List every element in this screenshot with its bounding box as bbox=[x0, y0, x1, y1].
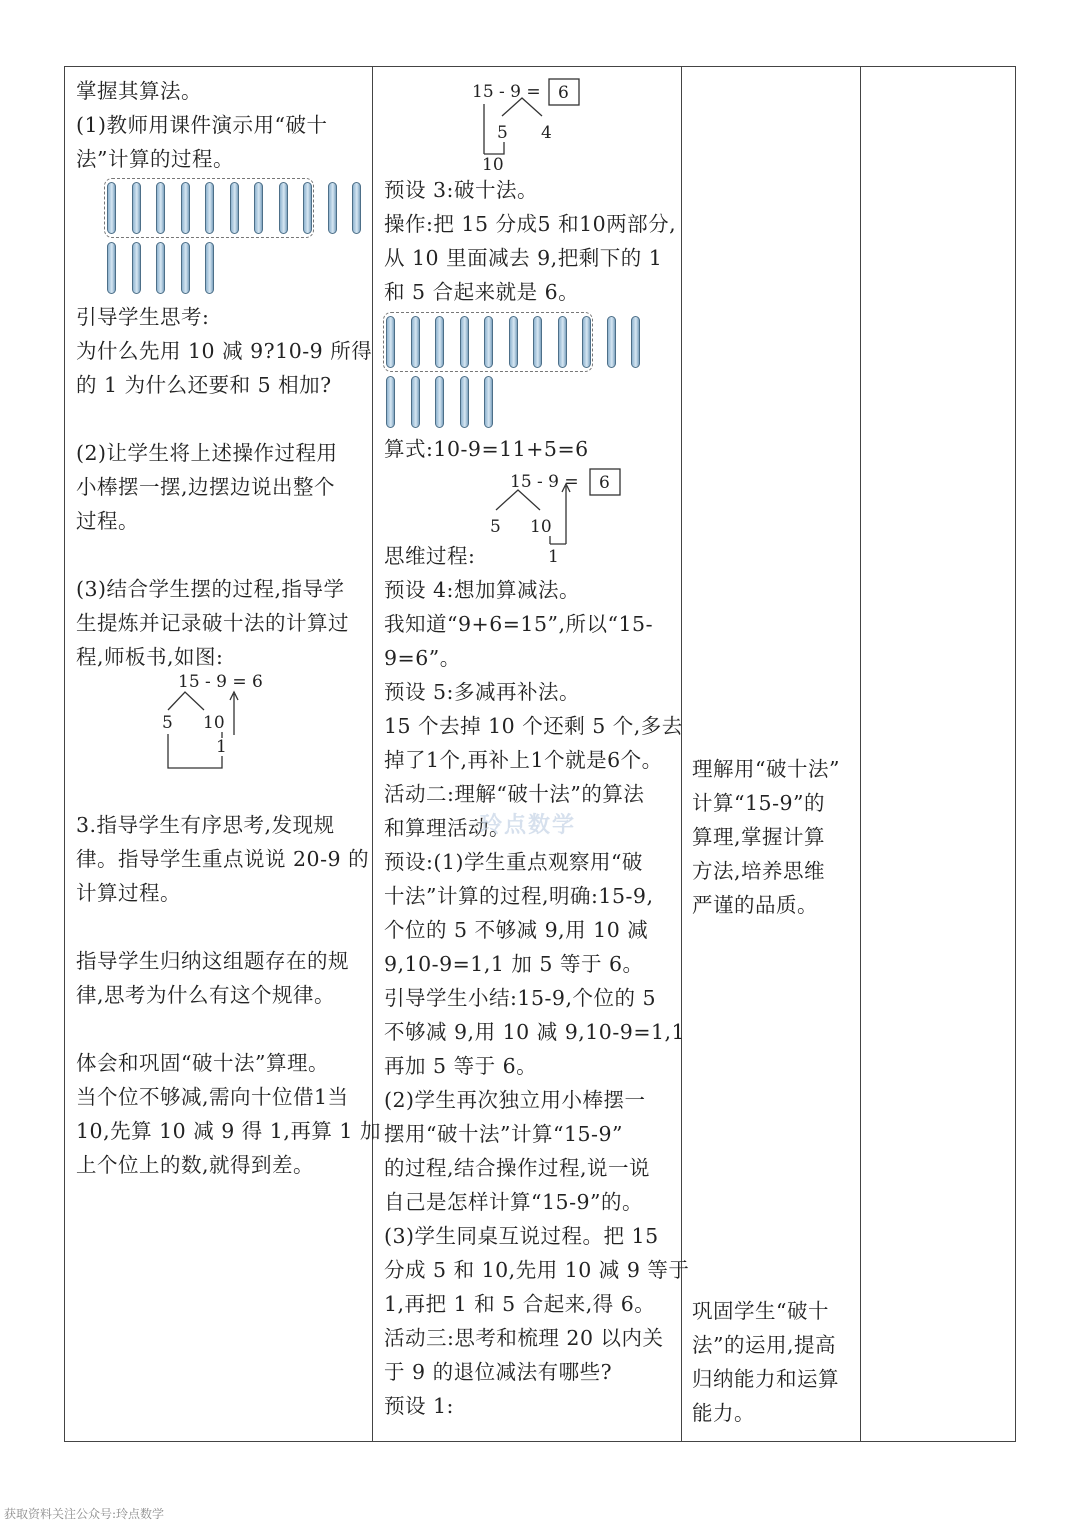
col2-line: 引导学生小结:15-9,个位的 5 bbox=[384, 986, 657, 1010]
diagram-part-5: 5 bbox=[497, 123, 508, 143]
diagram-result-1: 1 bbox=[216, 737, 227, 757]
col1-line: 法”计算的过程。 bbox=[76, 147, 234, 171]
counting-stick bbox=[411, 376, 420, 428]
counting-stick bbox=[607, 316, 616, 368]
diagram-part-10: 10 bbox=[530, 517, 552, 537]
col3-line: 巩固学生“破十 bbox=[692, 1299, 829, 1323]
counting-sticks-illustration bbox=[383, 312, 623, 432]
break-ten-diagram-2 bbox=[488, 466, 628, 570]
column-divider bbox=[860, 67, 861, 1441]
counting-stick bbox=[205, 242, 214, 294]
col2-line: 操作:把 15 分成5 和10两部分, bbox=[384, 212, 677, 236]
col1-line: 计算过程。 bbox=[76, 881, 181, 905]
diagram-result-1: 1 bbox=[548, 547, 559, 567]
col1-line: 掌握其算法。 bbox=[76, 79, 202, 103]
col1-line: 生提炼并记录破十法的计算过 bbox=[76, 611, 349, 635]
col1-line: (1)教师用课件演示用“破十 bbox=[76, 113, 328, 137]
counting-stick bbox=[435, 316, 444, 368]
counting-stick bbox=[181, 242, 190, 294]
counting-stick bbox=[205, 182, 214, 234]
col2-line: 预设 4:想加算减法。 bbox=[384, 578, 580, 602]
counting-stick bbox=[411, 316, 420, 368]
col1-line: 为什么先用 10 减 9?10-9 所得 bbox=[76, 339, 373, 363]
counting-stick bbox=[484, 316, 493, 368]
counting-stick bbox=[132, 242, 141, 294]
counting-stick bbox=[107, 182, 116, 234]
break-ten-diagram-1 bbox=[470, 76, 600, 180]
diagram-expression: 15 - 9 = bbox=[472, 82, 541, 102]
col2-line: 掉了1个,再补上1个就是6个。 bbox=[384, 748, 663, 772]
col1-line: (2)让学生将上述操作过程用 bbox=[76, 441, 338, 465]
counting-stick bbox=[254, 182, 263, 234]
col3-line: 计算“15-9”的 bbox=[692, 791, 826, 815]
col2-line: 于 9 的退位减法有哪些? bbox=[384, 1360, 613, 1384]
col2-line: 9,10-9=1,1 加 5 等于 6。 bbox=[384, 952, 644, 976]
counting-stick bbox=[107, 242, 116, 294]
counting-stick bbox=[230, 182, 239, 234]
col2-line: 摆用“破十法”计算“15-9” bbox=[384, 1122, 623, 1146]
counting-stick bbox=[631, 316, 640, 368]
diagram-base-10: 10 bbox=[482, 155, 504, 175]
col1-line: 当个位不够减,需向十位借1当 bbox=[76, 1085, 349, 1109]
col3-line: 算理,掌握计算 bbox=[692, 825, 826, 849]
col2-line: 活动三:思考和梳理 20 以内关 bbox=[384, 1326, 664, 1350]
diagram-answer-box: 6 bbox=[558, 83, 569, 103]
col2-line: 十法”计算的过程,明确:15-9, bbox=[384, 884, 654, 908]
col2-line: 不够减 9,用 10 减 9,10-9=1,1 bbox=[384, 1020, 686, 1044]
col2-line: 15 个去掉 10 个还剩 5 个,多去 bbox=[384, 714, 683, 738]
counting-stick bbox=[279, 182, 288, 234]
diagram-expression: 15 - 9 = bbox=[510, 472, 579, 492]
col2-line: 再加 5 等于 6。 bbox=[384, 1054, 538, 1078]
col1-line: 的 1 为什么还要和 5 相加? bbox=[76, 373, 332, 397]
footer-note: 获取资料关注公众号:玲点数学 bbox=[4, 1507, 165, 1521]
counting-stick bbox=[132, 182, 141, 234]
col2-line: 和 5 合起来就是 6。 bbox=[384, 280, 580, 304]
counting-stick bbox=[303, 182, 312, 234]
col3-line: 法”的运用,提高 bbox=[692, 1333, 836, 1357]
column-divider bbox=[681, 67, 682, 1441]
col1-line: 引导学生思考: bbox=[76, 305, 210, 329]
col2-line: 9=6”。 bbox=[384, 646, 461, 670]
col3-line: 理解用“破十法” bbox=[692, 757, 840, 781]
col1-line: 过程。 bbox=[76, 509, 139, 533]
col2-line: 和算理活动。 bbox=[384, 816, 510, 840]
col3-line: 方法,培养思维 bbox=[692, 859, 826, 883]
watermark-text: 玲点数学 bbox=[480, 813, 577, 838]
col2-line: 预设 5:多减再补法。 bbox=[384, 680, 580, 704]
col1-line: 律,思考为什么有这个规律。 bbox=[76, 983, 336, 1007]
col2-line: 思维过程: bbox=[384, 544, 476, 568]
counting-stick bbox=[509, 316, 518, 368]
col1-line: 小棒摆一摆,边摆边说出整个 bbox=[76, 475, 336, 499]
col1-line: 上个位上的数,就得到差。 bbox=[76, 1153, 315, 1177]
counting-stick bbox=[435, 376, 444, 428]
col3-line: 归纳能力和运算 bbox=[692, 1367, 839, 1391]
col1-line: 3.指导学生有序思考,发现规 bbox=[76, 813, 335, 837]
col2-line: 从 10 里面减去 9,把剩下的 1 bbox=[384, 246, 663, 270]
counting-sticks-illustration bbox=[104, 178, 344, 298]
col2-line: 的过程,结合操作过程,说一说 bbox=[384, 1156, 651, 1180]
counting-stick bbox=[386, 316, 395, 368]
counting-stick bbox=[156, 182, 165, 234]
diagram-part-5: 5 bbox=[490, 517, 501, 537]
col2-line: 预设 1: bbox=[384, 1394, 454, 1418]
col1-line: 10,先算 10 减 9 得 1,再算 1 加 bbox=[76, 1119, 381, 1143]
col1-line: 指导学生归纳这组题存在的规 bbox=[76, 949, 349, 973]
col1-line: (3)结合学生摆的过程,指导学 bbox=[76, 577, 345, 601]
counting-stick bbox=[484, 376, 493, 428]
counting-stick bbox=[460, 316, 469, 368]
counting-stick bbox=[533, 316, 542, 368]
col2-line: 自己是怎样计算“15-9”的。 bbox=[384, 1190, 644, 1214]
col2-line: 分成 5 和 10,先用 10 减 9 等于 bbox=[384, 1258, 690, 1282]
col2-line: (3)学生同桌互说过程。把 15 bbox=[384, 1224, 659, 1248]
diagram-expression: 15 - 9 = 6 bbox=[178, 672, 263, 692]
col2-line: 预设 3:破十法。 bbox=[384, 178, 538, 202]
column-divider bbox=[372, 67, 373, 1441]
col2-line: 预设:(1)学生重点观察用“破 bbox=[384, 850, 643, 874]
counting-stick bbox=[328, 182, 337, 234]
counting-stick bbox=[582, 316, 591, 368]
col3-line: 能力。 bbox=[692, 1401, 755, 1425]
counting-stick bbox=[386, 376, 395, 428]
counting-stick bbox=[558, 316, 567, 368]
counting-stick bbox=[156, 242, 165, 294]
diagram-answer-box: 6 bbox=[599, 473, 610, 493]
col2-line: 1,再把 1 和 5 合起来,得 6。 bbox=[384, 1292, 656, 1316]
col2-formula: 算式:10-9=11+5=6 bbox=[384, 437, 589, 461]
col2-line: (2)学生再次独立用小棒摆一 bbox=[384, 1088, 646, 1112]
counting-stick bbox=[181, 182, 190, 234]
counting-stick bbox=[352, 182, 361, 234]
counting-stick bbox=[460, 376, 469, 428]
diagram-part-4: 4 bbox=[541, 123, 552, 143]
col1-line: 体会和巩固“破十法”算理。 bbox=[76, 1051, 329, 1075]
col3-line: 严谨的品质。 bbox=[692, 893, 818, 917]
diagram-part-5: 5 bbox=[162, 713, 173, 733]
col2-line: 我知道“9+6=15”,所以“15- bbox=[384, 612, 653, 636]
col1-line: 程,师板书,如图: bbox=[76, 645, 224, 669]
col1-line: 律。指导学生重点说说 20-9 的 bbox=[76, 847, 370, 871]
col2-line: 活动二:理解“破十法”的算法 bbox=[384, 782, 645, 806]
break-ten-diagram bbox=[160, 670, 290, 774]
diagram-part-10: 10 bbox=[203, 713, 225, 733]
col2-line: 个位的 5 不够减 9,用 10 减 bbox=[384, 918, 649, 942]
